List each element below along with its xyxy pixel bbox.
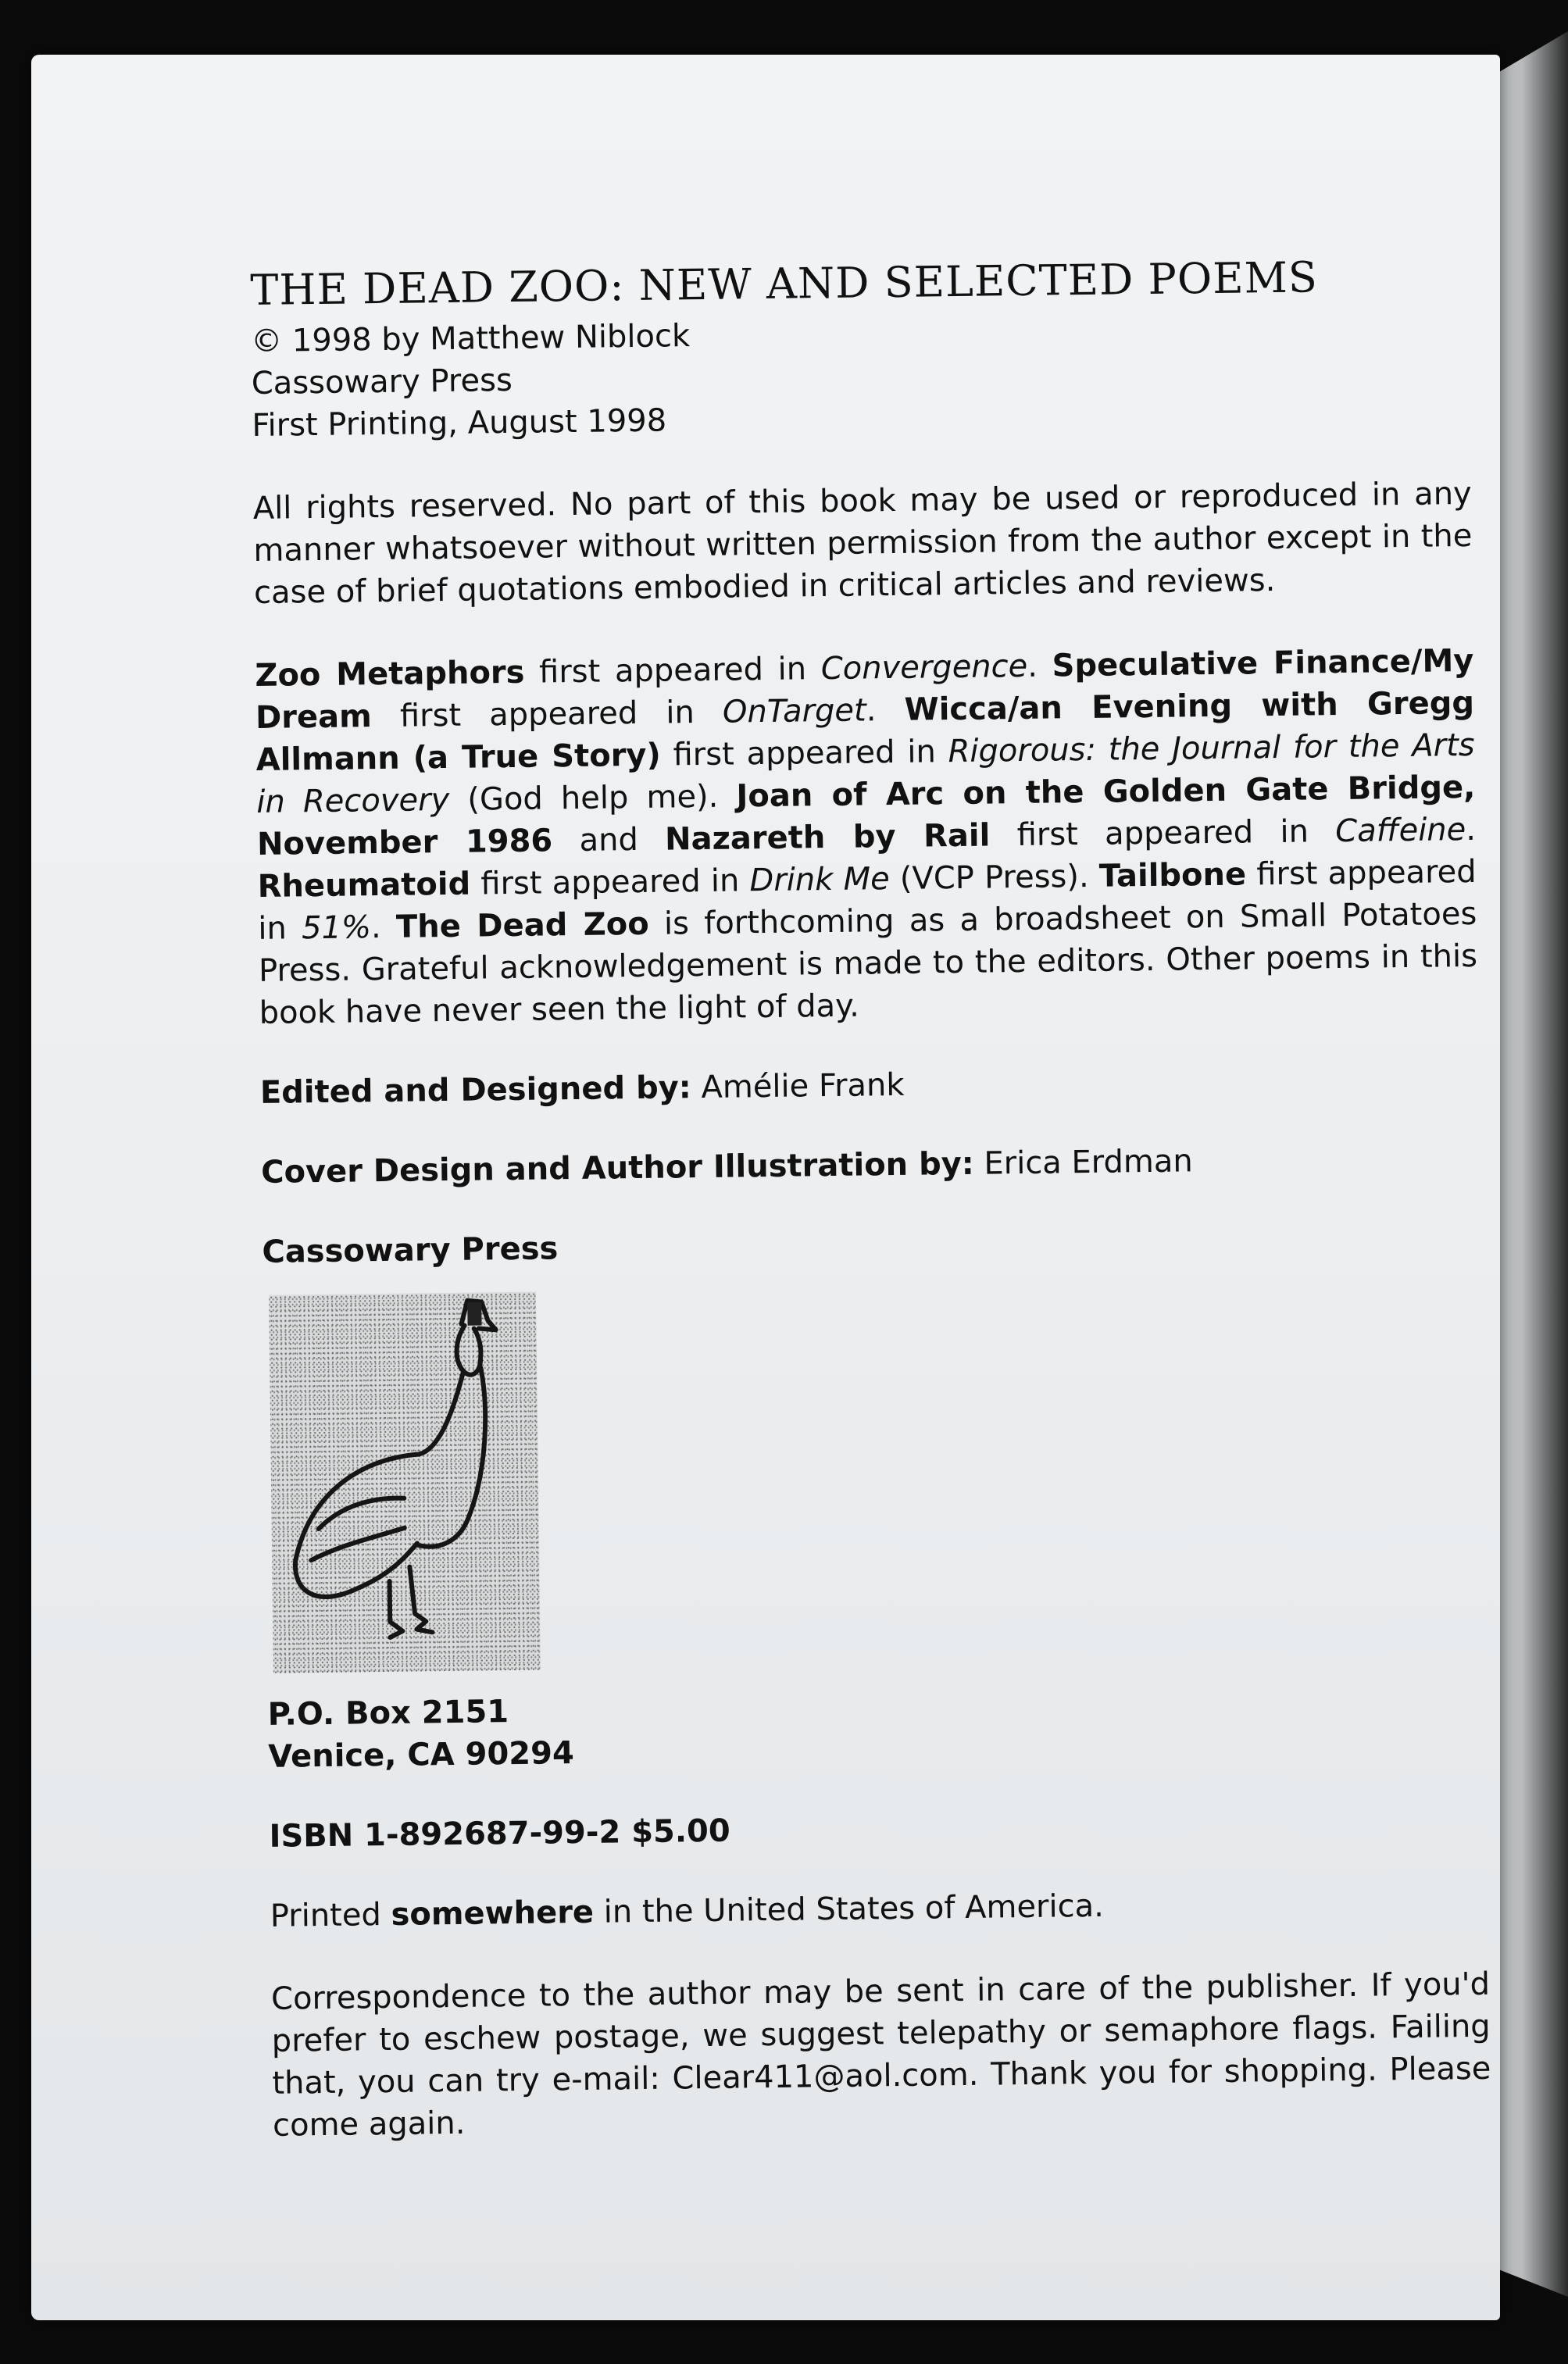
copyright-page-content	[250, 251, 1491, 2147]
isbn-price	[269, 1801, 1488, 1858]
press-name-text: Cassowary Press	[262, 1230, 559, 1270]
ack-text: first appeared in	[371, 694, 723, 735]
publication-name: Rigorous: the Journal for the Arts in Recovery	[256, 727, 1475, 820]
ack-text: first appeared in	[524, 651, 822, 691]
ack-text: .	[1027, 648, 1052, 684]
address-line-1: P.O. Box 2151	[267, 1694, 509, 1733]
ack-text: first appeared in	[990, 813, 1336, 854]
copyright-line: © 1998 by Matthew Niblock	[250, 318, 691, 359]
address-line-2: Venice, CA 90294	[268, 1735, 575, 1775]
printing-line: First Printing, August 1998	[252, 402, 667, 444]
publication-name: OnTarget	[722, 692, 866, 730]
correspondence-paragraph: Correspondence to the author may be sent in care of the publisher. If you'd prefer to eschew postage, we suggest telepathy or semaphore flags. Failing that, you can try e-mail: Clear411@aol.com. Thank you for shopping. Please come again.	[270, 1966, 1491, 2144]
ack-text: first appeared in	[660, 734, 948, 773]
ack-text: first appeared in	[258, 853, 1477, 947]
publication-name: 51%	[301, 909, 372, 947]
poem-title: The Dead Zoo	[395, 905, 650, 945]
ack-text: .	[370, 909, 397, 946]
poem-title: Speculative Finance/My Dream	[255, 642, 1474, 736]
ack-text: is forthcoming as a broadsheet on Small Potatoes Press. Grateful acknowledgement is made to the editors. Other poems in this book have never seen the light of day.	[258, 895, 1478, 1031]
credit-label: Edited and Designed by:	[259, 1070, 692, 1111]
ack-text: .	[1465, 811, 1477, 848]
acknowledgements-paragraph	[255, 640, 1478, 1034]
poem-title: Zoo Metaphors	[255, 654, 525, 694]
publication-name: Convergence	[820, 648, 1028, 687]
poem-title: Tailbone	[1098, 856, 1247, 895]
ack-text: and	[552, 821, 666, 859]
cover-credit	[261, 1137, 1480, 1194]
credit-value: Erica Erdman	[973, 1143, 1194, 1182]
credit-value: Amélie Frank	[691, 1066, 905, 1106]
rights-paragraph: All rights reserved. No part of this book may be used or reproduced in any manner whatsoever without written permission from the author except in the case of brief quotations embodied in critical articles and reviews.	[252, 475, 1473, 611]
ack-text: (VCP Press).	[889, 858, 1100, 898]
cassowary-illustration	[269, 1292, 541, 1673]
editor-credit	[260, 1057, 1480, 1114]
ack-text: (God help me).	[448, 778, 737, 818]
publication-name: Caffeine	[1334, 812, 1466, 850]
credit-label: Cover Design and Author Illustration by:	[260, 1145, 975, 1191]
book-page	[31, 55, 1500, 2320]
book-title: THE DEAD ZOO: NEW AND SELECTED POEMS	[250, 252, 1319, 315]
publication-name: Drink Me	[749, 861, 890, 899]
ack-text: .	[866, 691, 905, 729]
poem-title: Rheumatoid	[257, 866, 471, 905]
press-name	[262, 1216, 1481, 1273]
ack-text: first appeared in	[470, 862, 750, 902]
poem-title: Joan of Arc on the Golden Gate Bridge, November 1986	[256, 769, 1476, 862]
isbn-text: ISBN 1-892687-99-2 $5.00	[269, 1812, 730, 1855]
printed-bold: somewhere	[391, 1894, 595, 1933]
printed-line	[270, 1880, 1489, 1937]
printed-after: in the United States of America.	[593, 1887, 1105, 1930]
publisher-line: Cassowary Press	[251, 362, 513, 402]
poem-title: Wicca/an Evening with Gregg Allmann (a True Story)	[255, 684, 1475, 778]
poem-title: Nazareth by Rail	[664, 817, 991, 858]
printed-before: Printed	[270, 1896, 391, 1934]
